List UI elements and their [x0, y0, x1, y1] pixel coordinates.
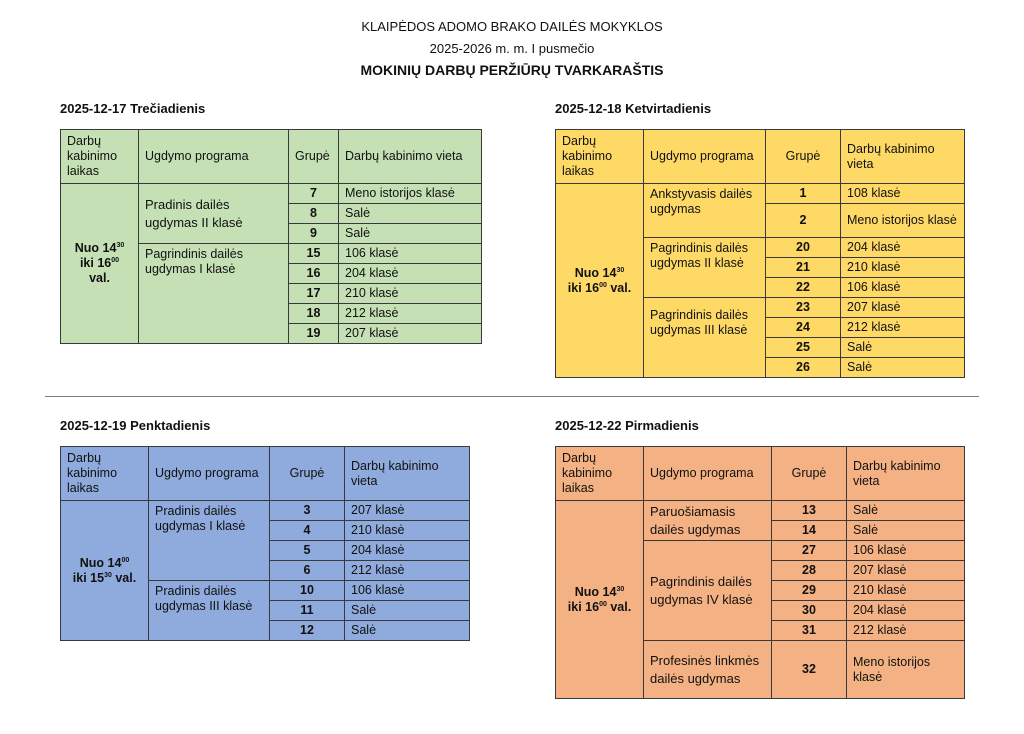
place-cell: 210 klasė	[841, 258, 965, 278]
section-date: 2025-12-17 Trečiadienis	[60, 101, 206, 116]
group-cell: 13	[772, 501, 847, 521]
section-divider	[45, 396, 979, 397]
place-cell: 207 klasė	[841, 298, 965, 318]
group-cell: 1	[766, 184, 841, 204]
table-header-row	[61, 130, 482, 184]
program-cell: Pradinis dailės ugdymas I klasė	[149, 501, 270, 581]
group-cell: 11	[270, 601, 345, 621]
col-header-time: Darbų kabinimo laikas	[61, 447, 149, 501]
group-cell: 3	[270, 501, 345, 521]
group-cell: 22	[766, 278, 841, 298]
program-cell: Paruošiamasis dailės ugdymas	[644, 501, 772, 541]
group-cell: 18	[289, 304, 339, 324]
group-cell: 28	[772, 561, 847, 581]
table-header-row	[556, 130, 965, 184]
col-header-program: Ugdymo programa	[139, 130, 289, 184]
place-cell: Salė	[339, 224, 482, 244]
col-header-time: Darbų kabinimo laikas	[556, 447, 644, 501]
place-cell: Salė	[847, 501, 965, 521]
place-cell: 108 klasė	[841, 184, 965, 204]
place-cell: 207 klasė	[339, 324, 482, 344]
time-cell: Nuo $14^{30}$ iki $16^{00}$ val.	[61, 184, 139, 344]
group-cell: 20	[766, 238, 841, 258]
group-cell: 31	[772, 621, 847, 641]
table-row	[556, 184, 965, 204]
group-cell: 7	[289, 184, 339, 204]
col-header-place: Darbų kabinimo vieta	[339, 130, 482, 184]
col-header-place: Darbų kabinimo vieta	[847, 447, 965, 501]
place-cell: 106 klasė	[339, 244, 482, 264]
place-cell: Salė	[345, 621, 470, 641]
place-cell: 106 klasė	[847, 541, 965, 561]
col-header-program: Ugdymo programa	[644, 130, 766, 184]
group-cell: 17	[289, 284, 339, 304]
col-header-time: Darbų kabinimo laikas	[556, 130, 644, 184]
place-cell: 212 klasė	[841, 318, 965, 338]
place-cell: 212 klasė	[847, 621, 965, 641]
group-cell: 24	[766, 318, 841, 338]
program-cell: Pagrindinis dailės ugdymas IV klasė	[644, 541, 772, 641]
section-date: 2025-12-22 Pirmadienis	[555, 418, 699, 433]
group-cell: 21	[766, 258, 841, 278]
place-cell: Salė	[847, 521, 965, 541]
group-cell: 9	[289, 224, 339, 244]
col-header-group: Grupė	[766, 130, 841, 184]
section-date: 2025-12-18 Ketvirtadienis	[555, 101, 712, 116]
page-title: MOKINIŲ DARBŲ PERŽIŪRŲ TVARKARAŠTIS	[360, 62, 664, 78]
place-cell: Salė	[841, 358, 965, 378]
time-cell: Nuo $14^{30}$ iki $16^{00}$ val.	[556, 184, 644, 378]
table-header-row	[556, 447, 965, 501]
table-row	[61, 501, 470, 521]
group-cell: 5	[270, 541, 345, 561]
group-cell: 16	[289, 264, 339, 284]
group-cell: 32	[772, 641, 847, 699]
place-cell: 207 klasė	[847, 561, 965, 581]
table-header-row	[61, 447, 470, 501]
time-cell: Nuo $14^{30}$ iki $16^{00}$ val.	[556, 501, 644, 699]
place-cell: Meno istorijos klasė	[847, 641, 965, 699]
time-cell: Nuo $14^{00}$ iki $15^{30}$ val.	[61, 501, 149, 641]
section-date: 2025-12-19 Penktadienis	[60, 418, 211, 433]
schedule-table-monday	[555, 446, 965, 699]
col-header-program: Ugdymo programa	[149, 447, 270, 501]
place-cell: 204 klasė	[339, 264, 482, 284]
place-cell: 106 klasė	[345, 581, 470, 601]
group-cell: 15	[289, 244, 339, 264]
schedule-table-wednesday	[60, 129, 482, 344]
place-cell: 204 klasė	[841, 238, 965, 258]
place-cell: 210 klasė	[345, 521, 470, 541]
program-cell: Pagrindinis dailės ugdymas III klasė	[644, 298, 766, 378]
col-header-time: Darbų kabinimo laikas	[61, 130, 139, 184]
place-cell: 212 klasė	[339, 304, 482, 324]
program-cell: Pagrindinis dailės ugdymas II klasė	[644, 238, 766, 298]
group-cell: 27	[772, 541, 847, 561]
group-cell: 6	[270, 561, 345, 581]
group-cell: 2	[766, 204, 841, 238]
group-cell: 25	[766, 338, 841, 358]
place-cell: 212 klasė	[345, 561, 470, 581]
place-cell: Salė	[339, 204, 482, 224]
group-cell: 26	[766, 358, 841, 378]
group-cell: 14	[772, 521, 847, 541]
col-header-group: Grupė	[270, 447, 345, 501]
table-row	[556, 501, 965, 521]
group-cell: 8	[289, 204, 339, 224]
group-cell: 19	[289, 324, 339, 344]
group-cell: 29	[772, 581, 847, 601]
group-cell: 4	[270, 521, 345, 541]
col-header-place: Darbų kabinimo vieta	[841, 130, 965, 184]
program-cell: Pagrindinis dailės ugdymas I klasė	[139, 244, 289, 344]
group-cell: 30	[772, 601, 847, 621]
place-cell: Salė	[345, 601, 470, 621]
place-cell: 204 klasė	[345, 541, 470, 561]
place-cell: Meno istorijos klasė	[841, 204, 965, 238]
place-cell: 204 klasė	[847, 601, 965, 621]
school-name: KLAIPĖDOS ADOMO BRAKO DAILĖS MOKYKLOS	[361, 19, 663, 34]
place-cell: 106 klasė	[841, 278, 965, 298]
col-header-place: Darbų kabinimo vieta	[345, 447, 470, 501]
place-cell: Meno istorijos klasė	[339, 184, 482, 204]
group-cell: 23	[766, 298, 841, 318]
program-cell: Pradinis dailės ugdymas II klasė	[139, 184, 289, 244]
place-cell: 210 klasė	[339, 284, 482, 304]
schedule-table-thursday	[555, 129, 965, 378]
program-cell: Ankstyvasis dailės ugdymas	[644, 184, 766, 238]
program-cell: Profesinės linkmės dailės ugdymas	[644, 641, 772, 699]
table-row	[61, 184, 482, 204]
place-cell: 207 klasė	[345, 501, 470, 521]
group-cell: 10	[270, 581, 345, 601]
program-cell: Pradinis dailės ugdymas III klasė	[149, 581, 270, 641]
col-header-group: Grupė	[289, 130, 339, 184]
term-label: 2025-2026 m. m. I pusmečio	[429, 41, 595, 56]
place-cell: Salė	[841, 338, 965, 358]
schedule-table-friday	[60, 446, 470, 641]
col-header-group: Grupė	[772, 447, 847, 501]
col-header-program: Ugdymo programa	[644, 447, 772, 501]
group-cell: 12	[270, 621, 345, 641]
place-cell: 210 klasė	[847, 581, 965, 601]
